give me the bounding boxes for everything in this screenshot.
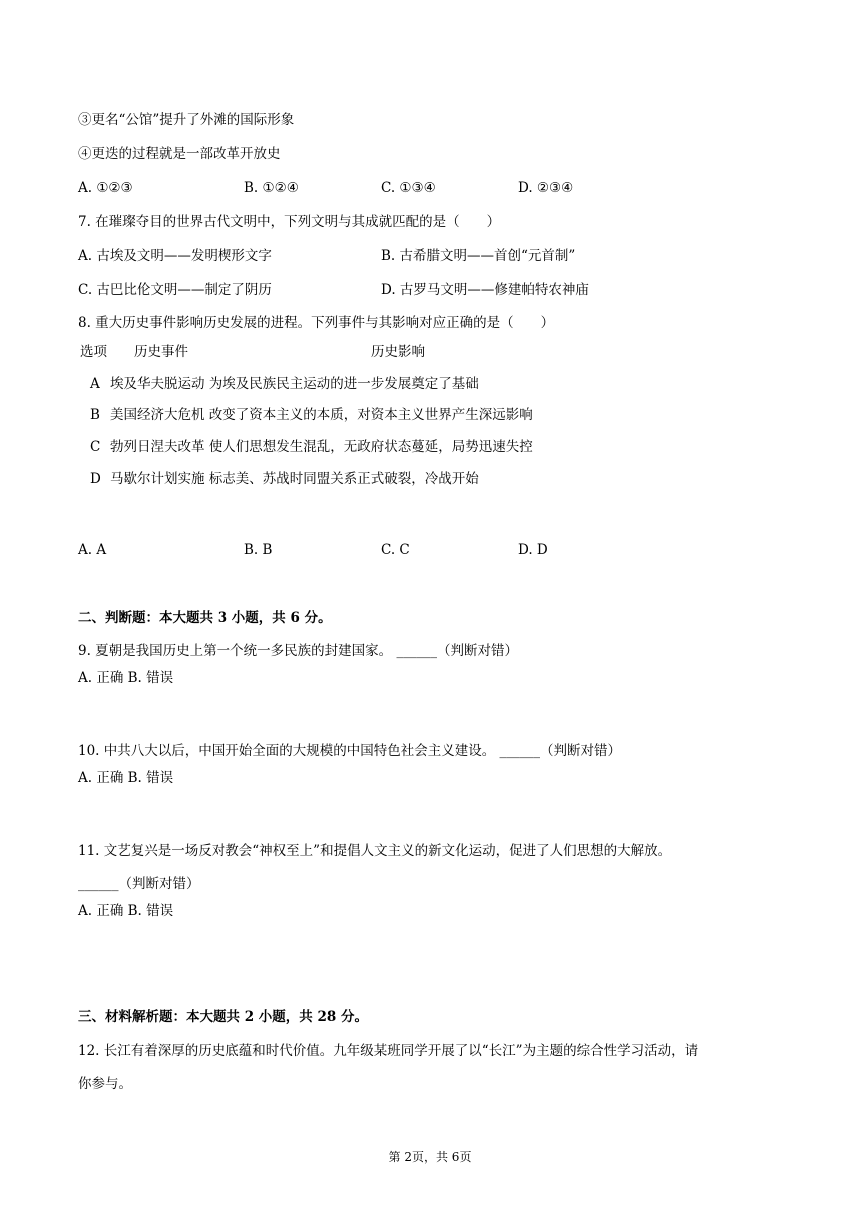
q9-options: A. 正确 B. 错误 bbox=[78, 670, 174, 686]
q7-stem: 7. 在璀璨夺目的世界古代文明中，下列文明与其成就匹配的是（ ） bbox=[78, 214, 501, 230]
q12-stem: 12. 长江有着深厚的历史底蕴和时代价值。九年级某班同学开展了以“长江”为主题的综合性学习活动，请 bbox=[78, 1043, 699, 1059]
q6-option-c: C. ①③④ bbox=[381, 180, 436, 196]
q8-row-d bbox=[90, 469, 479, 489]
q8-option-b: B. B bbox=[244, 542, 273, 558]
section-2-title: 二、判断题：本大题共 3 小题，共 6 分。 bbox=[78, 610, 332, 626]
q10-stem: 10. 中共八大以后，中国开始全面的大规模的中国特色社会主义建设。 ______（判断对错） bbox=[78, 743, 622, 759]
q8-option-d: D. D bbox=[518, 542, 548, 558]
q8-row-impact: 改变了资本主义的本质，对资本主义世界产生深远影响 bbox=[208, 407, 533, 423]
q8-header-option: 选项 bbox=[80, 344, 107, 360]
q8-row-letter: D bbox=[90, 471, 101, 487]
page-footer: 第 2页，共 6页 bbox=[388, 1150, 472, 1164]
q8-row-letter: B bbox=[90, 407, 100, 423]
q8-stem: 8. 重大历史事件影响历史发展的进程。下列事件与其影响对应正确的是（ ） bbox=[78, 315, 555, 331]
q8-row-impact: 使人们思想发生混乱，无政府状态蔓延，局势迅速失控 bbox=[208, 439, 533, 455]
q7-option-c: C. 古巴比伦文明——制定了阴历 bbox=[78, 282, 272, 298]
q6-option-d: D. ②③④ bbox=[518, 180, 574, 196]
statement-4: ④更迭的过程就是一部改革开放史 bbox=[78, 146, 281, 162]
q8-header-impact: 历史影响 bbox=[371, 344, 425, 360]
statement-3: ③更名“公馆”提升了外滩的国际形象 bbox=[78, 112, 295, 128]
q9-stem: 9. 夏朝是我国历史上第一个统一多民族的封建国家。 ______（判断对错） bbox=[78, 643, 518, 659]
q8-row-a bbox=[90, 374, 479, 394]
q11-options: A. 正确 B. 错误 bbox=[78, 903, 174, 919]
q6-option-b: B. ①②④ bbox=[244, 180, 299, 196]
q12-stem-continued: 你参与。 bbox=[78, 1076, 132, 1092]
q8-option-c: C. C bbox=[381, 542, 410, 558]
q8-row-event: 马歇尔计划实施 bbox=[110, 471, 205, 487]
q8-row-letter: C bbox=[90, 439, 101, 455]
q8-row-event: 埃及华夫脱运动 bbox=[110, 376, 205, 392]
q11-stem-continued: ______（判断对错） bbox=[78, 876, 200, 892]
q8-row-event: 勃列日涅夫改革 bbox=[110, 439, 205, 455]
q10-options: A. 正确 B. 错误 bbox=[78, 770, 174, 786]
q7-option-a: A. 古埃及文明——发明楔形文字 bbox=[78, 248, 272, 264]
q8-row-impact: 为埃及民族民主运动的进一步发展奠定了基础 bbox=[208, 376, 479, 392]
q7-option-b: B. 古希腊文明——首创“元首制” bbox=[381, 248, 576, 264]
q8-row-event: 美国经济大危机 bbox=[110, 407, 205, 423]
q8-option-a: A. A bbox=[78, 542, 107, 558]
q8-row-c bbox=[90, 437, 533, 457]
q8-row-impact: 标志美、苏战时同盟关系正式破裂，冷战开始 bbox=[208, 471, 479, 487]
q6-option-a: A. ①②③ bbox=[78, 180, 133, 196]
q11-stem: 11. 文艺复兴是一场反对教会“神权至上”和提倡人文主义的新文化运动，促进了人们思想的大解放。 bbox=[78, 843, 672, 859]
q7-option-d: D. 古罗马文明——修建帕特农神庙 bbox=[381, 282, 589, 298]
q8-header-event: 历史事件 bbox=[134, 344, 188, 360]
q8-row-b bbox=[90, 405, 533, 425]
section-3-title: 三、材料解析题：本大题共 2 小题，共 28 分。 bbox=[78, 1009, 368, 1025]
q8-row-letter: A bbox=[90, 376, 100, 392]
